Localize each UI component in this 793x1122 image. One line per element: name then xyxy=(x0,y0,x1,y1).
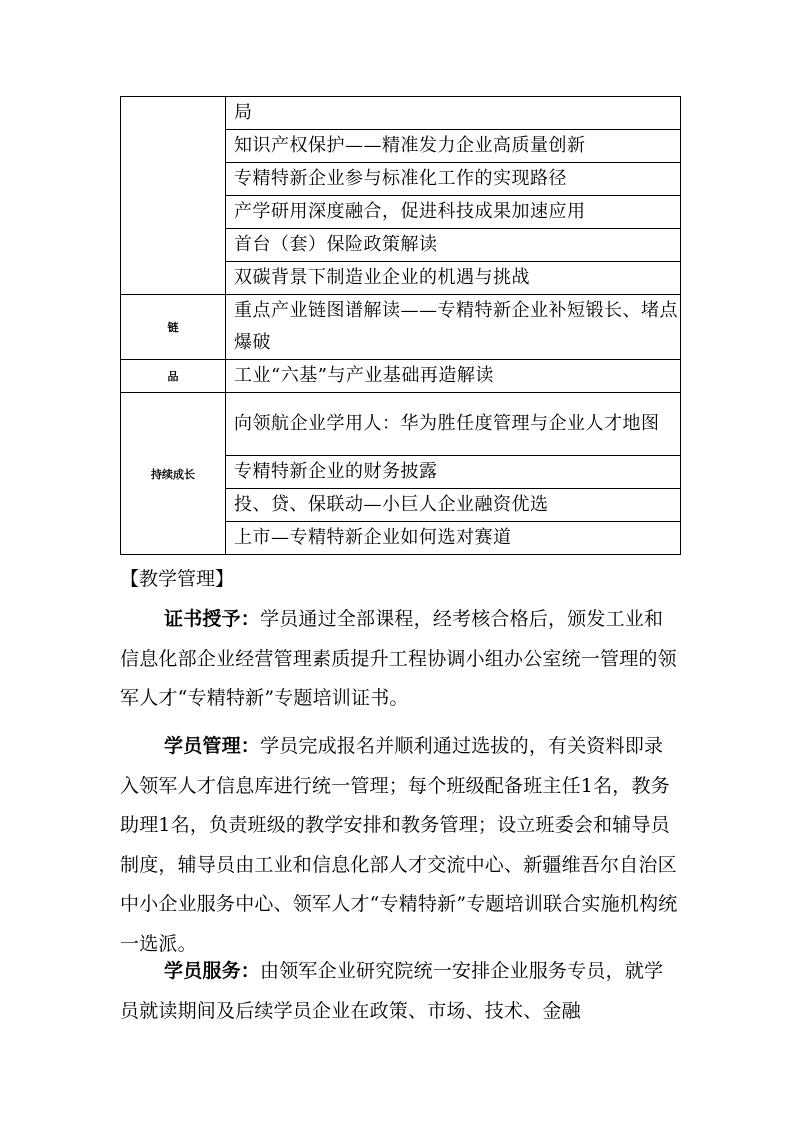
paragraph-student-management xyxy=(120,727,681,964)
course-item: 工业“六基”与产业基础再造解读 xyxy=(226,360,681,393)
course-item: 产学研用深度融合，促进科技成果加速应用 xyxy=(226,196,681,229)
category-cell xyxy=(121,97,226,295)
course-item: 知识产权保护——精准发力企业高质量创新 xyxy=(226,130,681,163)
paragraph-lead: 学员管理： xyxy=(164,735,261,757)
course-item: 专精特新企业参与标准化工作的实现路径 xyxy=(226,163,681,196)
paragraph-text: 学员完成报名并顺利通过选拔的，有关资料即录入领军人才信息库进行统一管理；每个班级配备班主任1名，教务助理1名，负责班级的教学安排和教务管理；设立班委会和辅导员制度，辅导员由工业和信息化部人才交流中心、新疆维吾尔自治区中小企业服务中心、领军人才“专精特新”专题培训联合实施机构统一选派。 xyxy=(120,735,678,955)
section-heading: 【教学管理】 xyxy=(120,568,235,590)
course-item: 上市—专精特新企业如何选对赛道 xyxy=(226,522,681,555)
course-item: 双碳背景下制造业企业的机遇与挑战 xyxy=(226,262,681,295)
course-item: 专精特新企业的财务披露 xyxy=(226,456,681,489)
course-table xyxy=(120,96,681,555)
table-row xyxy=(121,97,681,130)
paragraph-student-service xyxy=(120,952,681,1031)
paragraph-certificate xyxy=(120,600,681,719)
paragraph-text: 学员通过全部课程，经考核合格后，颁发工业和信息化部企业经营管理素质提升工程协调小组办公室统一管理的领军人才“专精特新”专题培训证书。 xyxy=(120,608,677,709)
paragraph-lead: 学员服务： xyxy=(164,960,261,982)
course-item: 向领航企业学用人：华为胜任度管理与企业人才地图 xyxy=(226,393,681,456)
paragraph-text: 由领军企业研究院统一安排企业服务专员，就学员就读期间及后续学员企业在政策、市场、技术、金融 xyxy=(120,960,664,1022)
table-row xyxy=(121,360,681,393)
paragraph-lead: 证书授予： xyxy=(164,608,261,630)
table-row xyxy=(121,295,681,360)
category-cell: 品 xyxy=(121,360,226,393)
course-item: 局 xyxy=(226,97,681,130)
category-cell: 持续成长 xyxy=(121,393,226,555)
table-row xyxy=(121,393,681,456)
course-item: 重点产业链图谱解读——专精特新企业补短锻长、堵点爆破 xyxy=(226,295,681,360)
course-item: 首台（套）保险政策解读 xyxy=(226,229,681,262)
category-cell: 链 xyxy=(121,295,226,360)
course-item: 投、贷、保联动—小巨人企业融资优选 xyxy=(226,489,681,522)
